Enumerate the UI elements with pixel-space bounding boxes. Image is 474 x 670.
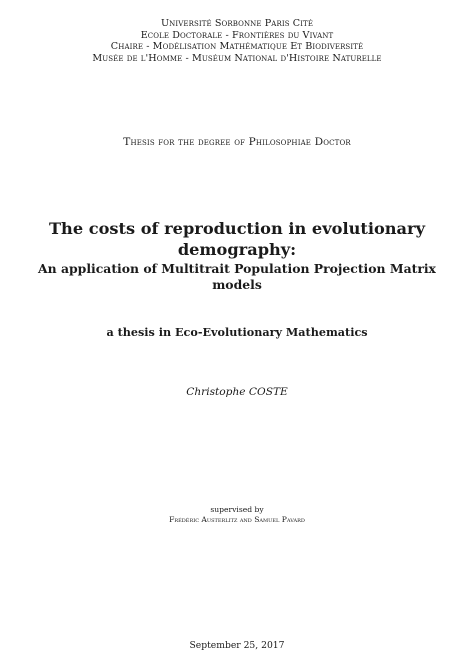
institution-line: Ecole Doctorale - Frontières du Vivant xyxy=(140,29,334,41)
institution-line: Chaire - Modélisation Mathématique Et Biodiversité xyxy=(110,41,364,53)
title-line: The costs of reproduction in evolutionary xyxy=(49,219,425,238)
thesis-subtitle xyxy=(0,261,474,292)
supervised-label: supervised by xyxy=(210,505,264,514)
thesis-field: a thesis in Eco-Evolutionary Mathematics xyxy=(106,325,368,339)
subtitle-line: An application of Multitrait Population Projection Matrix xyxy=(38,261,436,276)
institution-line: Université Sorbonne Paris Cité xyxy=(160,18,314,29)
supervisors-names: Frédéric Austerlitz and Samuel Pavard xyxy=(169,515,305,524)
subtitle-line: models xyxy=(212,276,262,292)
thesis-title xyxy=(0,218,474,260)
institution-block xyxy=(0,18,474,64)
title-line: demography: xyxy=(177,240,297,259)
author-name: Christophe COSTE xyxy=(186,386,288,398)
submission-date: September 25, 2017 xyxy=(189,640,285,651)
degree-statement: Thesis for the degree of Philosophiae Doctor xyxy=(123,136,351,148)
institution-line: Musée de l'Homme - Muséum National d'Histoire Naturelle xyxy=(92,52,382,64)
